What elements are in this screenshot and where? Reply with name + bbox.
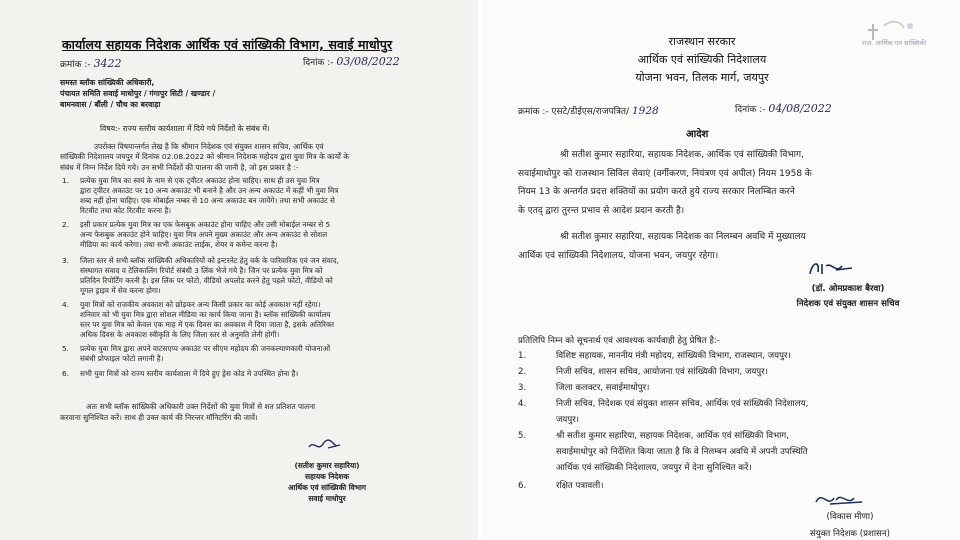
item-number: 4. — [518, 399, 527, 409]
item-line: शब्द नहीं होना चाहिए। एक मोबाईल नम्बर से 10 अन्य अकाउंट बन जायेंगे। तथा सभी अकाउंट से — [80, 196, 335, 206]
signature-mark-icon — [306, 436, 344, 454]
department-logo-icon — [860, 14, 932, 54]
item-line: संस्थागत संवाद व टेलिकालिंग रिपोर्ट संबंधी 3 लिंक भेजे गये है। जिन पर प्रत्येक युवा मित्र को — [80, 266, 323, 276]
list-item — [62, 256, 454, 296]
list-item — [62, 300, 454, 340]
item-number: 5. — [62, 344, 69, 353]
item-number: 2. — [62, 220, 69, 229]
item-line: इसी प्रकार प्रत्येक युवा मित्र का एक फेसबुक अकाउंट होना चाहिए और उसी मोबाईल नम्बर से 5 — [80, 220, 331, 229]
date-label: दिनांक :- — [303, 58, 334, 68]
date-value: 03/08/2022 — [336, 55, 400, 68]
reference-number — [518, 104, 659, 117]
item-line: द्वारा ट्वीटर अकाउंट पर 10 अन्य अकाउंट भी बनाने है और उन अन्य अकाउंट में कहीं भी युवा मित्र — [80, 186, 339, 196]
reference-number — [60, 57, 122, 70]
copy-item — [518, 478, 938, 494]
item-line: विशिष्ट सहायक, माननीय मंत्री महोदय, सांख्यिकी विभाग, राजस्थान, जयपुर। — [556, 351, 791, 361]
item-line: संबंधी प्रोफाइल फोटो लगानी है। — [80, 354, 164, 364]
signatory-designation: निदेशक एवं संयुक्त शासन सचिव — [796, 299, 900, 309]
item-number: 3. — [518, 383, 527, 393]
reference-value: 3422 — [93, 57, 122, 70]
office-heading: कार्यालय सहायक निदेशक आर्थिक एवं सांख्यिकी विभाग, सवाई माधोपुर — [62, 37, 393, 52]
order-line: श्री सतीश कुमार सहारिया, सहायक निदेशक, आर्थिक एवं सांख्यिकी विभाग, — [560, 150, 804, 160]
date-label: दिनांक :- — [735, 105, 766, 115]
copy-item — [518, 348, 938, 364]
subject-line: विषय:- राज्य स्तरीय कार्यशाला में दिये गये निर्देशों के संबंध में। — [100, 124, 270, 133]
reference-label: क्रमांक :- एसटे/डीईएस/राजपत्रित/ — [518, 107, 630, 117]
item-line: रिटवीट तथा कोट रिटवीट करना है। — [80, 206, 172, 216]
intro-line: सांख्यिकी निदेशालय जयपुर में दिनांक 02.08.2022 को श्रीमान निदेशक महोदय द्वारा युवा मित्र के कार्यों के — [60, 152, 349, 162]
signatory-name: (डॉ. ओमप्रकाश बैरवा) — [811, 284, 885, 294]
reference-label: क्रमांक :- — [60, 60, 91, 70]
reference-value: 1928 — [631, 105, 659, 117]
signature-mark-icon — [812, 488, 868, 510]
signatory-name: (सतीश कुमार सहारिया) — [294, 461, 360, 470]
list-item — [62, 369, 454, 379]
order-line: नियम 13 के अन्तर्गत प्रदत्त शक्तियों का प्रयोग करते हुये राज्य सरकार निलम्बित करने — [518, 187, 795, 197]
order-title: आदेश — [686, 129, 709, 140]
left-document — [0, 0, 478, 540]
headquarter-line: आर्थिक एवं सांख्यिकी निदेशालय, योजना भवन, जयपुर रहेगा। — [518, 250, 719, 261]
item-line: जिला कलक्टर, सवाईमाधोपुर। — [556, 383, 650, 393]
list-item — [62, 176, 454, 216]
item-number: 4. — [62, 300, 69, 309]
government-heading: राजस्थान सरकार — [668, 35, 736, 48]
item-line: आर्थिक एवं सांख्यिकी निदेशालय, जयपुर में देना सुनिश्चित करें। — [556, 463, 752, 473]
signatory2-name: (विकास मीणा) — [826, 512, 874, 522]
item-line: अधिक दिवस के अवकाश स्वीकृति के लिए जिला स्तर से अनुमति लेनी होगी। — [80, 330, 280, 340]
item-line: शनिवार को भी युवा मित्र द्वारा सोशल मीडिया का कार्य किया जाना है। ब्लॉक सांख्यिकी कार्यालय — [80, 310, 331, 320]
intro-paragraph — [60, 142, 450, 173]
closing-line: करवाना सुनिश्चित करें। साथ ही उक्त कार्य की निरन्तर मॉनिटरिंग की जावें। — [60, 412, 258, 422]
item-number: 5. — [518, 431, 527, 441]
intro-line: संबंध में निम्न निर्देश दिये गये। उन सभी निर्देशों की पालना की जानी है, जो इस प्रकार है :- — [60, 162, 299, 172]
item-line: निजी सचिव, निदेशक एवं संयुक्त शासन सचिव, आर्थिक एवं सांख्यिकी निदेशालय, — [556, 399, 809, 409]
order-paragraph — [518, 146, 936, 220]
headquarter-line: श्री सतीश कुमार सहारिया, सहायक निदेशक का निलम्बन अवधि में मुख्यालय — [560, 232, 806, 242]
item-line: युवा मित्रों को राजकीय अवकाश को छोड़कर अन्य किसी प्रकार का कोई अवकाश नहीं रहेगा। — [80, 300, 321, 309]
headquarter-paragraph — [518, 228, 936, 265]
closing-line: अतः सभी ब्लॉक सांख्यिकी अधिकारी उक्त निर्देशों की युवा मित्रों से शत प्रतिशत पालना — [86, 402, 316, 411]
copy-item — [518, 364, 938, 380]
item-line: मीडिया का कार्य करेगा। तथा सभी अकाउंट लाईक, शेयर व कमेन्ट करना है। — [80, 240, 278, 250]
address-line: पंचायत समिति सवाई माधोपुर / गंगापुर सिटी / खण्डार / — [60, 89, 216, 98]
item-line: जयपुर। — [556, 415, 580, 425]
address-line: बामनवास / बौंली / चौथ का बरवाड़ा — [60, 100, 161, 109]
item-number: 1. — [518, 351, 527, 361]
list-item — [62, 220, 454, 250]
date-field — [303, 55, 400, 68]
intro-line: उपरोक्त विषयान्तर्गत लेख है कि श्रीमान निदेशक एवं संयुक्त शासन सचिव, आर्थिक एवं — [94, 142, 324, 151]
item-line: स्तर पर युवा मित्र को केवल एक माह में एक दिवस का अवकाश में दिया जाता है, इसके अतिरिक्त — [80, 320, 335, 330]
item-line: श्री सतीश कुमार सहारिया, सहायक निदेशक, आर्थिक एवं सांख्यिकी विभाग, — [556, 431, 789, 441]
closing-paragraph — [60, 402, 450, 423]
address-heading: योजना भवन, तिलक मार्ग, जयपुर — [635, 71, 769, 84]
order-line: सवाईमाधोपुर को राजस्थान सिविल सेवाएं (वर्गीकरण, नियंत्रण एवं अपील) नियम 1958 के — [518, 168, 812, 179]
list-item — [62, 344, 454, 364]
item-line: प्रत्येक युवा मित्र द्वारा अपने वाटसएप्प अकाउंट पर सीएम महोदय की जनकल्याणकारी योजनाओं — [80, 344, 331, 353]
signature-mark-icon — [806, 256, 854, 280]
item-number: 1. — [62, 176, 69, 185]
item-number: 6. — [518, 481, 527, 491]
address-line: समस्त ब्लॉक सांख्यिकी अधिकारी, — [60, 78, 155, 87]
signatory2-designation: संयुक्त निदेशक (प्रशासन) — [809, 529, 890, 539]
date-field — [735, 102, 832, 115]
item-line: निजी सचिव, शासन सचिव, आयोजना एवं सांख्यिकी विभाग, जयपुर। — [556, 367, 768, 377]
item-line: रक्षित पत्रावली। — [556, 481, 604, 491]
item-line: प्रतिदिन रिपोर्टिंग करनी है। इस लिंक पर फोटो, वीडियो अपलोड करने हेतु पहले फोटो, वीडियो को — [80, 276, 333, 286]
signatory-designation: सहायक निदेशक — [304, 472, 349, 481]
copy-item — [518, 428, 938, 476]
item-number: 6. — [62, 369, 69, 378]
copy-item — [518, 380, 938, 396]
item-line: सवाईमाधोपुर को निर्देशित किया जाता है कि वे निलम्बन अवधि में अपनी उपस्थिति — [556, 447, 808, 457]
signatory-department: आर्थिक एवं सांख्यिकी विभाग — [287, 483, 367, 492]
item-line: जिला स्तर से सभी ब्लॉक सांख्यिकी अधिकारियों को इन्टरनेट हेतु वर्क के पारिवारिक एवं जन संवाद, — [80, 256, 339, 265]
directorate-heading: आर्थिक एवं सांख्यिकी निदेशालय — [637, 53, 767, 66]
item-number: 3. — [62, 256, 69, 265]
order-line: के एतद् द्वारा तुरन्त प्रभाव से आदेश प्रदान करती है। — [518, 205, 685, 216]
item-line: सभी युवा मित्रों को राज्य स्तरीय कार्यशाला में दिये हुए ड्रेस कोड मे उपस्थित होना है। — [80, 369, 299, 378]
copy-heading: प्रतिलिपि निम्न को सूचनार्थ एवं आवश्यक कार्यवाही हेतु प्रेषित है:- — [518, 336, 720, 346]
item-number: 2. — [518, 367, 527, 377]
logo-text: राज. आर्थिक एवं सांख्यिकी — [862, 39, 927, 47]
date-value: 04/08/2022 — [768, 102, 832, 115]
copy-item — [518, 396, 938, 428]
item-line: गूगल ड्राइव में सेव करना होगा। — [80, 286, 161, 296]
item-line: अन्य फेसबुक अकाउंट होने चाहिए। युवा मित्र अपने मुख्य अकाउंट और अन्य अकाउंट से सोशल — [80, 230, 328, 240]
signatory-location: सवाई माधोपुर — [308, 494, 346, 503]
item-line: प्रत्येक युवा मित्र का स्वयं के नाम से एक ट्वीटर अकाउंट होना चाहिए। साथ ही उस युवा मित्र — [80, 176, 320, 185]
